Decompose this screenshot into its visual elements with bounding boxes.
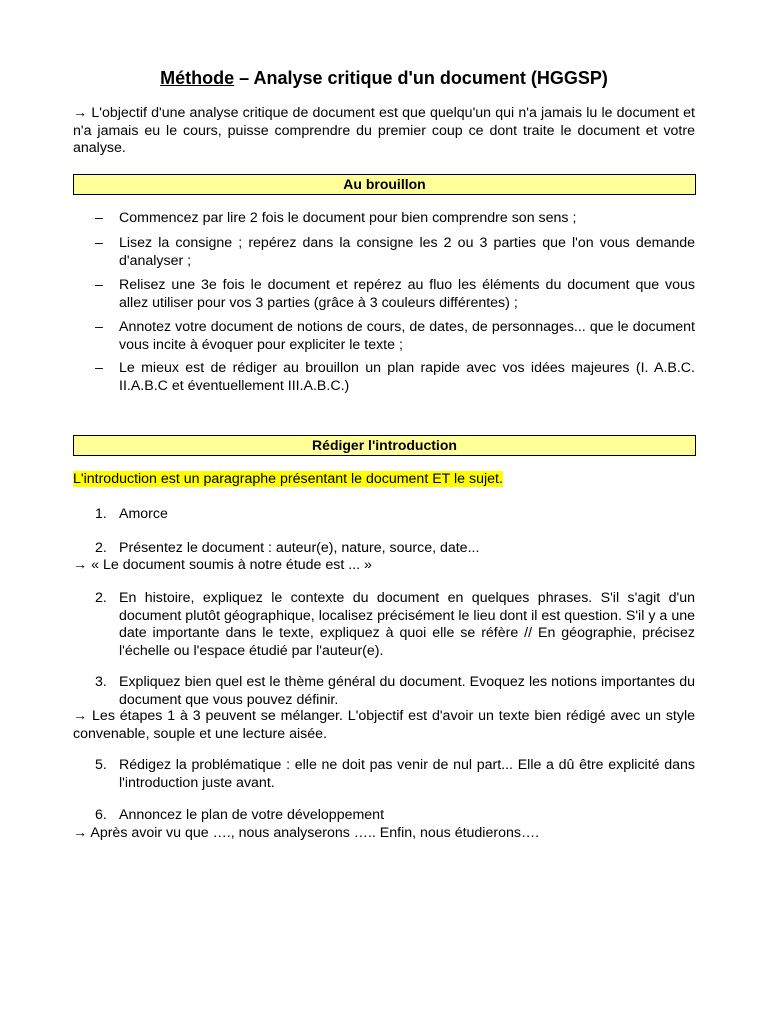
dash-marker: –: [95, 210, 103, 226]
numbered-step: [95, 540, 695, 558]
section-heading-brouillon: Au brouillon: [73, 174, 696, 195]
numbered-step: [95, 757, 695, 792]
intro-paragraph: [73, 105, 695, 158]
step-text: En histoire, expliquez le contexte du document en quelques phrases. S'il s'agit d'un document plutôt géographique, localisez précisément le lieu dont il est question. S'il y a une date importante dans le texte, expliquez à quoi elle se réfère // En géographie, précisez l'échelle ou l'espace étudié par l'auteur(e).: [119, 590, 695, 659]
list-item-text: Annotez votre document de notions de cours, de dates, de personnages... que le document vous incite à évoquer pour expliciter le texte ;: [119, 319, 695, 353]
list-item: [95, 360, 695, 395]
step-text: Présentez le document : auteur(e), nature, source, date...: [119, 540, 480, 556]
list-item-text: Commencez par lire 2 fois le document pour bien comprendre son sens ;: [119, 210, 577, 226]
arrow-icon: →: [73, 105, 88, 121]
step-text: Annoncez le plan de votre développement: [119, 807, 385, 823]
dash-marker: –: [95, 360, 103, 376]
note-text: Après avoir vu que …., nous analyserons ….. Enfin, nous étudierons….: [90, 825, 540, 841]
list-item: [95, 277, 695, 312]
note-line: [73, 557, 695, 575]
arrow-icon: →: [73, 825, 88, 841]
step-text: Amorce: [119, 506, 168, 522]
highlighted-statement: [73, 471, 695, 489]
list-item: [95, 235, 695, 270]
step-number: 2.: [95, 540, 107, 556]
list-item: [95, 210, 695, 228]
step-number: 3.: [95, 674, 107, 690]
highlight-text: L'introduction est un paragraphe présentant le document ET le sujet.: [73, 471, 503, 487]
step-text: Rédigez la problématique : elle ne doit pas venir de nul part... Elle a dû être explicité dans l'introduction juste avant.: [119, 757, 695, 791]
dash-marker: –: [95, 319, 103, 335]
intro-text: L'objectif d'une analyse critique de document est que quelqu'un qui n'a jamais lu le document et n'a jamais eu le cours, puisse comprendre du premier coup ce dont traite le document et votre analyse.: [73, 105, 695, 156]
dash-marker: –: [95, 235, 103, 251]
numbered-step: [95, 807, 695, 825]
page-title: [0, 66, 768, 90]
list-item: [95, 319, 695, 354]
step-number: 5.: [95, 757, 107, 773]
section-heading-introduction: Rédiger l'introduction: [73, 435, 696, 456]
title-underlined: Méthode: [160, 68, 235, 88]
list-item-text: Lisez la consigne ; repérez dans la consigne les 2 ou 3 parties que l'on vous demande d'analyser ;: [119, 235, 695, 269]
step-text: Expliquez bien quel est le thème général du document. Evoquez les notions importantes du document que vous pouvez définir.: [119, 674, 695, 708]
list-item-text: Le mieux est de rédiger au brouillon un plan rapide avec vos idées majeures (I. A.B.C. II.A.B.C et éventuellement III.A.B.C.): [119, 360, 695, 394]
dash-marker: –: [95, 277, 103, 293]
arrow-icon: →: [73, 557, 88, 573]
arrow-icon: →: [73, 708, 88, 724]
numbered-step: [95, 506, 695, 524]
step-number: 1.: [95, 506, 107, 522]
note-line: [73, 825, 695, 843]
note-line: [73, 708, 695, 743]
note-text: Les étapes 1 à 3 peuvent se mélanger. L'objectif est d'avoir un texte bien rédigé avec un style convenable, souple et une lecture aisée.: [73, 708, 695, 742]
numbered-step: [95, 674, 695, 709]
step-number: 6.: [95, 807, 107, 823]
title-rest: – Analyse critique d'un document (HGGSP): [234, 68, 608, 88]
note-text: « Le document soumis à notre étude est ... »: [91, 557, 372, 573]
list-item-text: Relisez une 3e fois le document et repérez au fluo les éléments du document que vous allez utiliser pour vos 3 parties (grâce à 3 couleurs différentes) ;: [119, 277, 695, 311]
step-number: 2.: [95, 590, 107, 606]
numbered-step: [95, 590, 695, 660]
